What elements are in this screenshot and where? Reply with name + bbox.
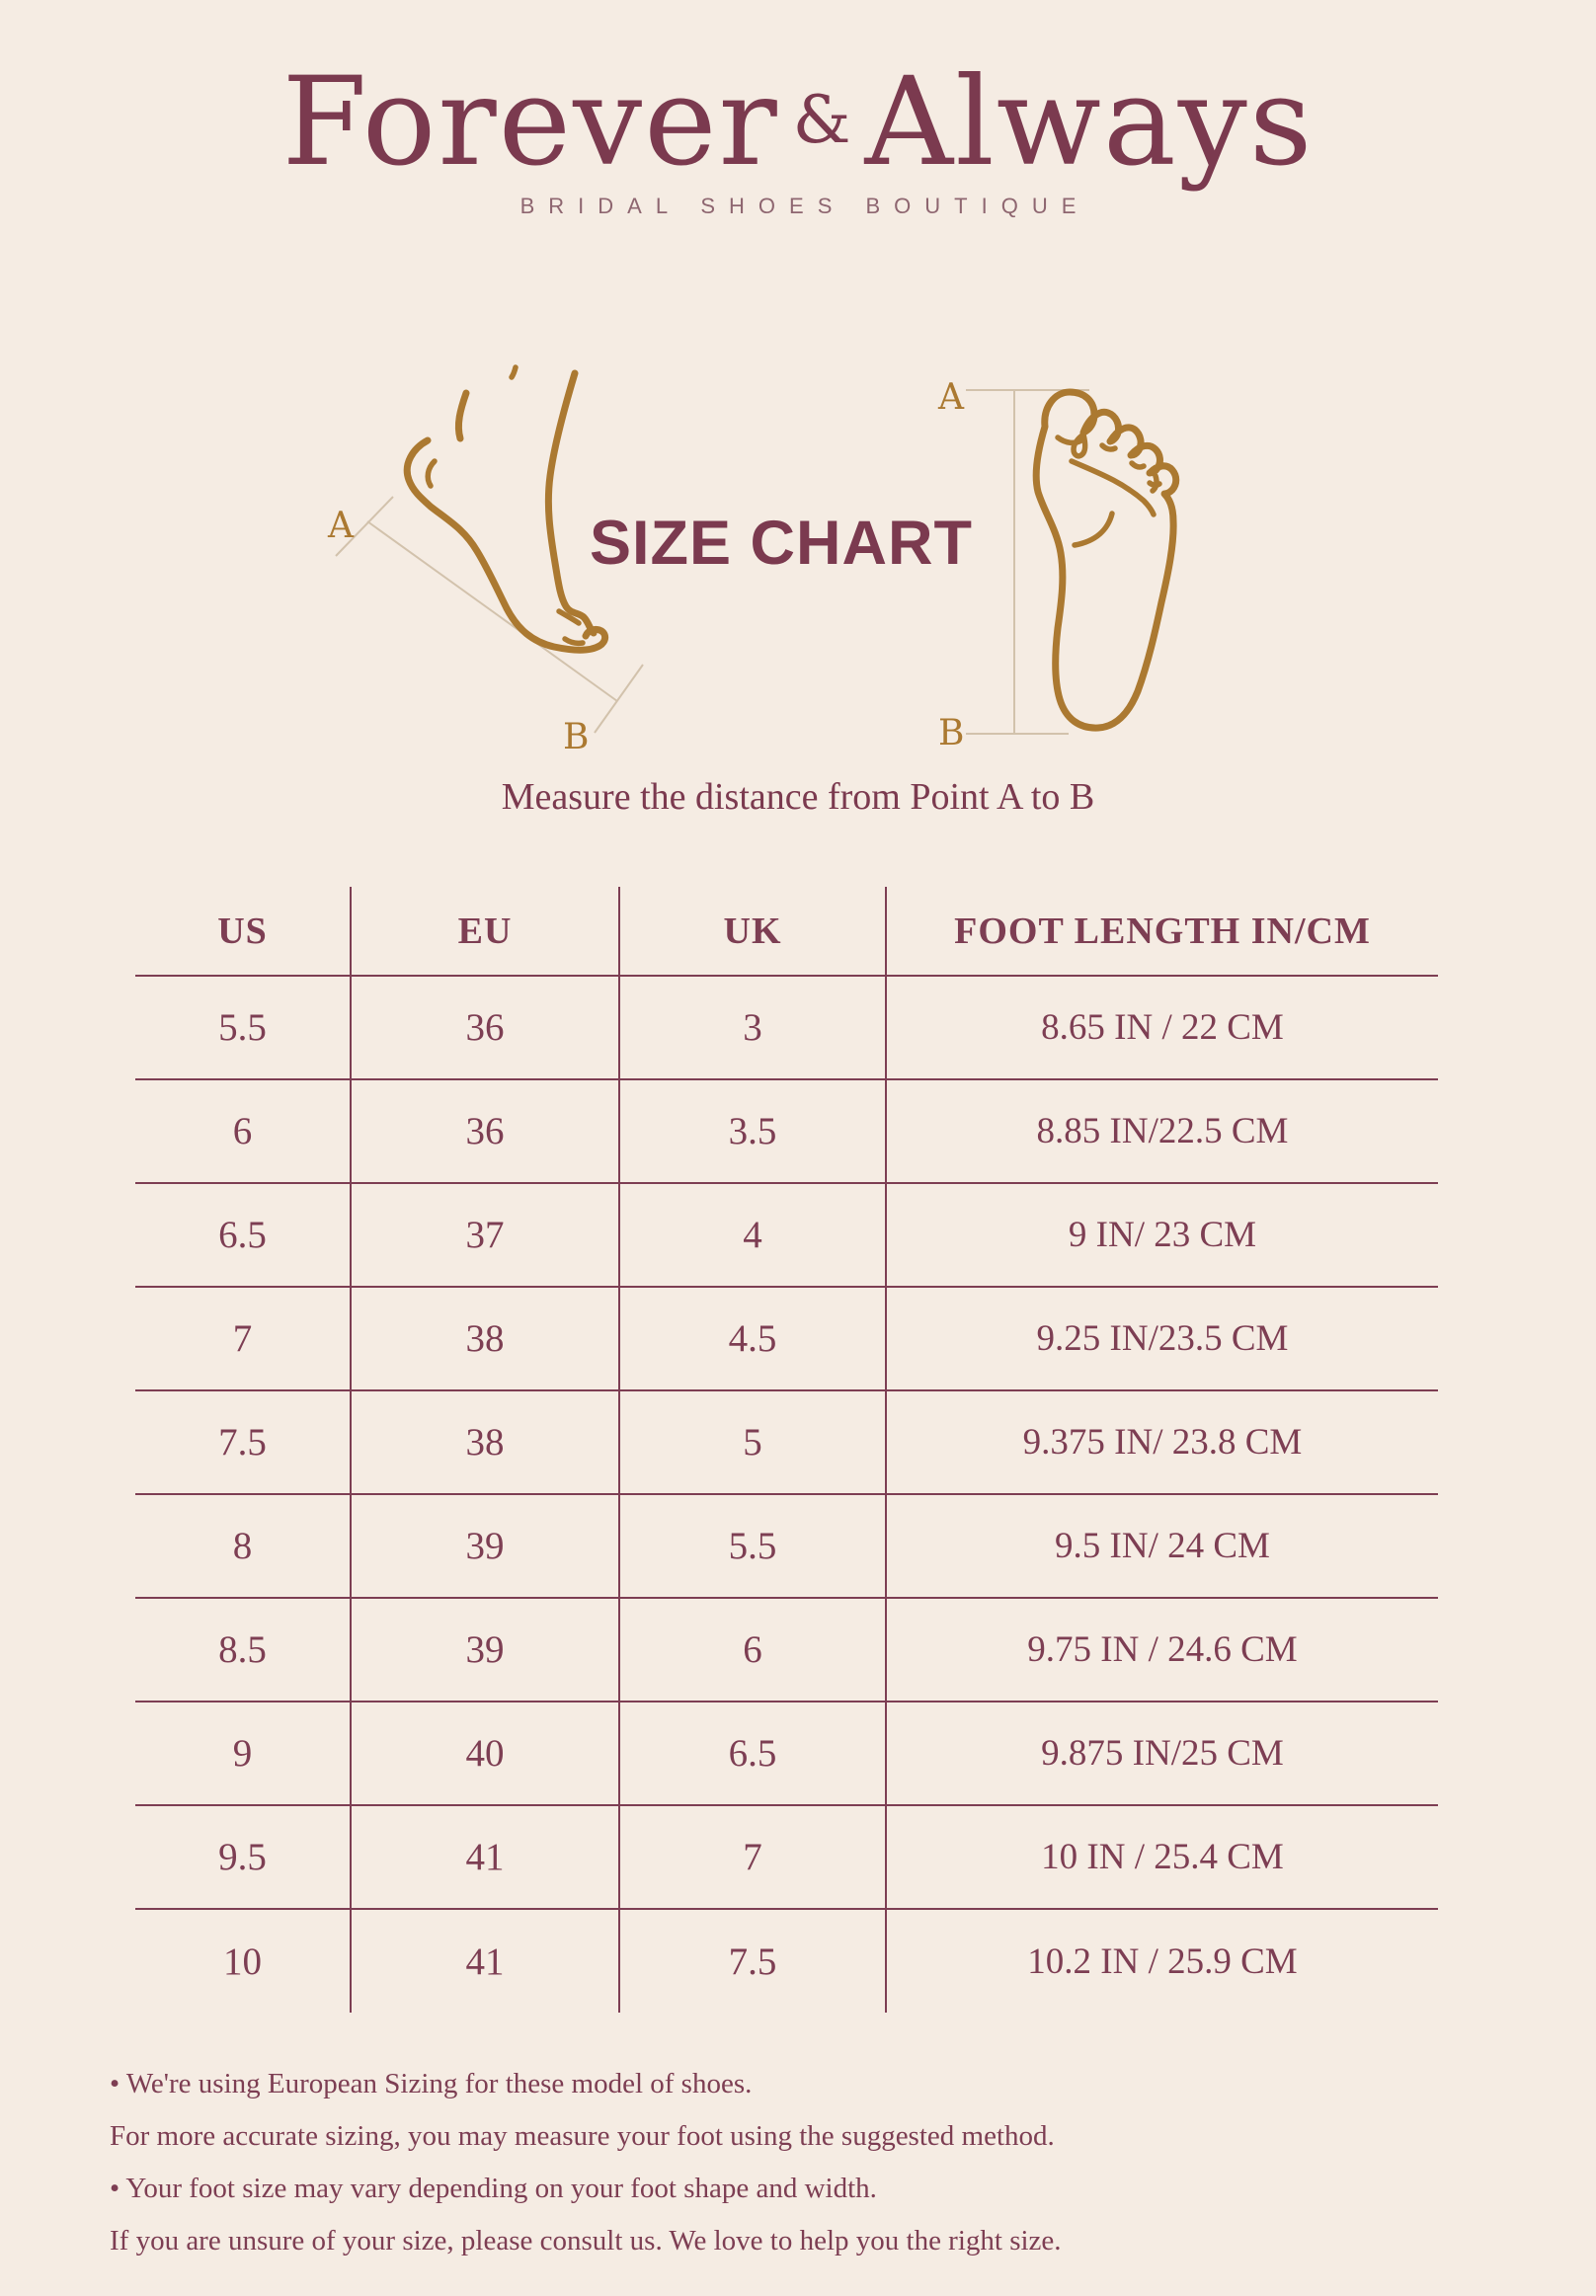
sole-view-label-b: B	[938, 713, 965, 753]
table-cell-us: 9	[135, 1702, 351, 1805]
side-view-label-a: A	[328, 506, 354, 546]
table-header-eu: EU	[351, 887, 619, 976]
table-cell-us: 7	[135, 1287, 351, 1390]
table-cell-us: 8.5	[135, 1598, 351, 1702]
table-row	[135, 976, 1438, 1079]
table-cell-uk: 5.5	[619, 1494, 886, 1598]
footer-notes	[110, 2068, 1062, 2277]
measure-caption: Measure the distance from Point A to B	[501, 776, 1095, 818]
sole-toe3-crease	[1132, 463, 1144, 467]
side-view-heel-accent	[428, 461, 435, 486]
table-cell-us: 5.5	[135, 976, 351, 1079]
sole-arch-curve	[1075, 514, 1112, 545]
side-view-label-b: B	[563, 717, 590, 757]
table-cell-eu: 36	[351, 976, 619, 1079]
sole-outline	[1036, 392, 1176, 728]
table-row	[135, 1079, 1438, 1183]
table-row	[135, 1805, 1438, 1909]
table-cell-eu: 36	[351, 1079, 619, 1183]
brand-name-first: Forever	[281, 51, 779, 194]
table-cell-uk: 3.5	[619, 1079, 886, 1183]
foot-sole-illustration	[928, 365, 1185, 770]
table-cell-eu: 39	[351, 1598, 619, 1702]
note-line: • We're using European Sizing for these model of shoes.	[110, 2068, 753, 2099]
table-cell-foot-length: 8.65 IN / 22 CM	[886, 976, 1438, 1079]
table-cell-uk: 4	[619, 1183, 886, 1287]
side-view-toe-tick	[595, 665, 643, 733]
table-row	[135, 1183, 1438, 1287]
side-view-leg-back-line	[458, 393, 466, 438]
table-cell-us: 8	[135, 1494, 351, 1598]
table-cell-us: 6	[135, 1079, 351, 1183]
side-view-leg-front-line	[548, 373, 594, 633]
table-cell-us: 6.5	[135, 1183, 351, 1287]
table-header-foot-length: FOOT LENGTH IN/CM	[886, 887, 1438, 976]
table-cell-eu: 38	[351, 1287, 619, 1390]
table-cell-foot-length: 9.375 IN/ 23.8 CM	[886, 1390, 1438, 1494]
note-line: • Your foot size may vary depending on your foot shape and width.	[110, 2173, 877, 2204]
table-row	[135, 1702, 1438, 1805]
table-row	[135, 1287, 1438, 1390]
size-table	[135, 887, 1438, 2013]
table-cell-foot-length: 9 IN/ 23 CM	[886, 1183, 1438, 1287]
table-cell-uk: 3	[619, 976, 886, 1079]
note-line: For more accurate sizing, you may measure your foot using the suggested method.	[110, 2120, 1055, 2152]
table-cell-uk: 6.5	[619, 1702, 886, 1805]
brand-header	[0, 51, 1596, 219]
sole-toe2-crease	[1102, 445, 1115, 449]
sole-view-label-a: A	[938, 377, 964, 418]
table-cell-eu: 41	[351, 1805, 619, 1909]
side-view-ankle-mark	[512, 367, 516, 377]
table-row	[135, 1390, 1438, 1494]
table-cell-foot-length: 10.2 IN / 25.9 CM	[886, 1909, 1438, 2013]
table-cell-us: 9.5	[135, 1805, 351, 1909]
table-cell-eu: 40	[351, 1702, 619, 1805]
table-row	[135, 1494, 1438, 1598]
table-cell-us: 10	[135, 1909, 351, 2013]
table-cell-foot-length: 9.5 IN/ 24 CM	[886, 1494, 1438, 1598]
table-cell-eu: 41	[351, 1909, 619, 2013]
table-header-row	[135, 887, 1438, 976]
sole-teardrop-mark	[1074, 435, 1085, 456]
table-cell-foot-length: 10 IN / 25.4 CM	[886, 1805, 1438, 1909]
table-cell-eu: 39	[351, 1494, 619, 1598]
table-cell-foot-length: 8.85 IN/22.5 CM	[886, 1079, 1438, 1183]
table-cell-foot-length: 9.25 IN/23.5 CM	[886, 1287, 1438, 1390]
table-cell-foot-length: 9.875 IN/25 CM	[886, 1702, 1438, 1805]
table-cell-uk: 7	[619, 1805, 886, 1909]
table-cell-uk: 7.5	[619, 1909, 886, 2013]
table-cell-eu: 38	[351, 1390, 619, 1494]
table-cell-uk: 4.5	[619, 1287, 886, 1390]
brand-ampersand: &	[792, 82, 851, 158]
note-line: If you are unsure of your size, please consult us. We love to help you the right size.	[110, 2225, 1062, 2256]
table-cell-us: 7.5	[135, 1390, 351, 1494]
side-view-toe-crease-2	[565, 639, 583, 643]
brand-name-second: Always	[864, 51, 1315, 194]
brand-name	[0, 51, 1596, 194]
table-cell-uk: 6	[619, 1598, 886, 1702]
page-title: SIZE CHART	[590, 509, 973, 578]
table-header-us: US	[217, 910, 268, 952]
table-row	[135, 1909, 1438, 2013]
table-cell-foot-length: 9.75 IN / 24.6 CM	[886, 1598, 1438, 1702]
table-cell-eu: 37	[351, 1183, 619, 1287]
table-row	[135, 1598, 1438, 1702]
brand-tagline: BRIDAL SHOES BOUTIQUE	[519, 194, 1090, 219]
table-header-uk: UK	[619, 887, 886, 976]
table-cell-uk: 5	[619, 1390, 886, 1494]
